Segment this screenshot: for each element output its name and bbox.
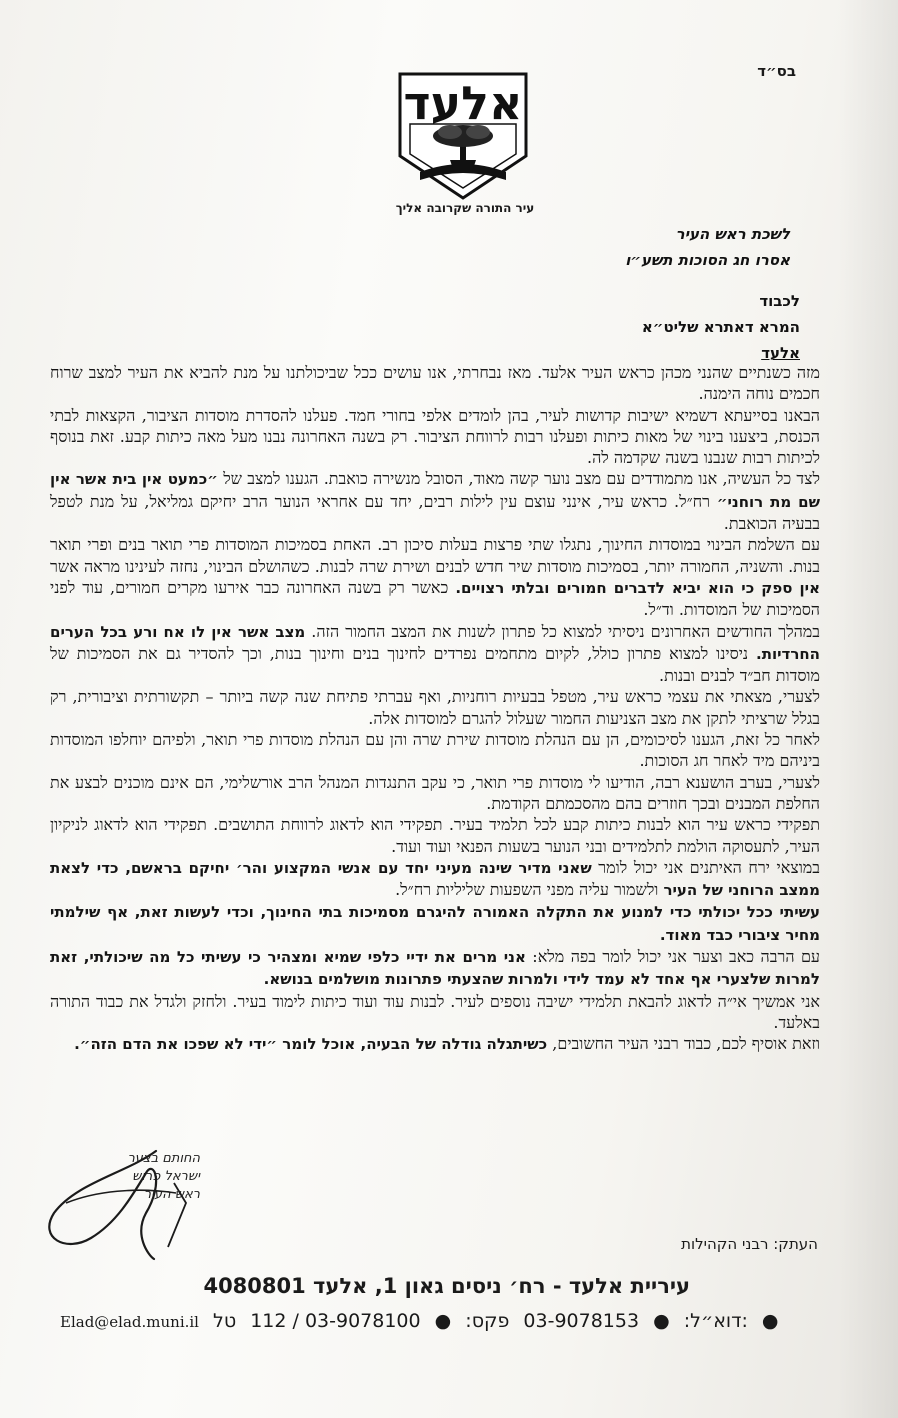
bold-run: אני מרים את ידיי כלפי שמיא ומצהיר כי עשיתי כל מה שיכולתי, זאת למרות שלצערי אף אחד לא עמד לידי ולמרות שהצעתי פתרונות מושלמים בנושא. bbox=[50, 948, 820, 989]
signature-line: החותם בצער bbox=[127, 1151, 200, 1166]
letter-body bbox=[50, 362, 820, 1056]
paragraph: לצערי, בערב הושענא רבה, הודיעו לי מוסדות פרי תואר, כי עקב התנגדות המנהל הרב אורשלימי, הם אינם מוכנים לבצע את החלפת המבנים ובכך חוזרים בהם מהסכמתם הקודמת. bbox=[50, 772, 820, 813]
addressee-city: אלעד bbox=[761, 344, 800, 362]
bsd-heading: בס״ד bbox=[757, 62, 796, 80]
addressee-honorific: לכבוד bbox=[759, 292, 800, 310]
bullet-icon: ● bbox=[653, 1310, 670, 1332]
logo-tagline: עיר התורה שקרובה אליך bbox=[395, 201, 535, 215]
paragraph bbox=[50, 857, 820, 902]
paragraph bbox=[50, 1033, 820, 1055]
page-shadow bbox=[838, 0, 898, 1418]
text-run: ניסינו למצוא פתרון כולל, לקיום מתחמים נפרדים לחינוך בנים וחינוך בנות, וכך להסדיר גם את הסמיכות של מוסדות חב״ד לבנים ובנות. bbox=[50, 643, 820, 686]
paragraph bbox=[50, 946, 820, 991]
paragraph: אני אמשיך אי״ה לדאוג להבאת תלמידי ישיבה נוספים לעיר. לבנות עוד ועוד כיתות לימוד בעיר. ולחזק ולגדל את כבוד התורה באלעד. bbox=[50, 991, 820, 1032]
logo-text: אלעד bbox=[403, 76, 523, 130]
text-run: במהלך החודשים האחרונים ניסיתי למצוא כל פתרון לשנות את המצב החמור הזה. bbox=[305, 621, 821, 641]
email-link[interactable]: Elad@elad.muni.il bbox=[60, 1313, 199, 1331]
paragraph: מזה כשנתיים שהנני מכהן כראש העיר אלעד. מאז נבחרתי, אנו עושים ככל שביכולתנו על מנת להביא את העיר למצב שרוח חכמים נוחה הימנה. bbox=[50, 363, 820, 404]
text-run: עם הרבה כאב וצער אני יכול לומר בפה מלא: bbox=[525, 947, 820, 967]
bold-run: עשיתי ככל יכולתי כדי למנוע את התקלה האמורה להיגרם מסמיכות בתי החינוך, וכדי לעשות זאת, אף שילמתי מחיר ציבורי כבד מאוד. bbox=[50, 903, 820, 944]
text-run: במוצאי ירח האיתנים אני יכול לומר bbox=[591, 857, 820, 877]
paragraph: תפקידי כראש עיר הוא לבנות כיתות קבע לכל תלמיד בעיר. תפקידי הוא לדאוג לרווחת התושבים. תפקידי הוא לדאוג לניקיון העיר, לתעסוקה הולמת לתלמידים ובני הנוער בשעות הפנאי ועוד ועוד. bbox=[50, 815, 820, 856]
city-logo bbox=[398, 72, 528, 200]
bold-run: כשיתגלה גודלה של הבעיה, אוכל לומר ״ידי לא שפכו את הדם הזה״. bbox=[74, 1035, 548, 1054]
bold-run: מצב אשר אין לו אח ורע בכל הערים החרדיות. bbox=[50, 622, 820, 663]
text-run: ולשמור עליה מפני השפעות שליליות רח״ל. bbox=[395, 880, 664, 900]
bullet-icon: ● bbox=[434, 1310, 452, 1332]
text-run: לצד כל העשיה, אנו מתמודדים עם מצב נוער קשה מאוד, הסובל מנשירה כואבת. הגענו למצב של bbox=[217, 469, 820, 489]
bullet-icon: ● bbox=[761, 1310, 779, 1332]
bold-run: שאני מדיר שינה מעיני יחד עם אנשי המקצוע והר׳ יחיקם בראשם, כדי לצאת ממצב הרוחני של העיר bbox=[50, 858, 820, 900]
paragraph bbox=[50, 534, 820, 620]
date-line: אסרו חג הסוכות תשע״ו bbox=[625, 251, 790, 269]
signature-line: ראש העיר bbox=[143, 1187, 200, 1202]
addressee-block bbox=[400, 288, 800, 366]
email-label: דוא״ל: bbox=[683, 1310, 742, 1332]
text-run: עם השלמת הבינוי במוסדות החינוך, נתגלו שתי פרצות בעלות סיכון רב. האחת בסמיכות המוסדות פרי תואר בנים ופרי תואר בנות. והשניה, החמורה יותר, בסמיכות מוסדות שיר חדש לבנים ושירת שרה לבנות. כשהושלם הבינוי, נחזה לעינינו מראה אשר bbox=[50, 535, 820, 576]
fax-number: 03-9078153 bbox=[523, 1310, 640, 1332]
handwritten-signature-icon bbox=[36, 1143, 196, 1263]
addressee-title: המרא דאתרא שליט״א bbox=[641, 318, 800, 336]
paragraph: לצערי, מצאתי את עצמי כראש עיר, מטפל בבעיות רוחניות, ואף עברתי פתיחת שנה קשה ביותר – תקשורתית וציבורית, רק בגלל שרציתי לתקן את מצב הצניעות החמור שעלול להגרם למוסדות אלה. bbox=[50, 687, 820, 728]
phone-label: טל: bbox=[213, 1310, 748, 1332]
bold-run: אין ספק כי הוא יביא לדברים חמורים ובלתי רצויים. bbox=[455, 578, 820, 597]
signature-line: ישראל פרוש bbox=[132, 1169, 200, 1184]
paragraph bbox=[50, 468, 820, 534]
paragraph: לאחר כל זאת, הגענו לסיכומים, הן עם הנהלת מוסדות שירת שרה והן עם הנהלת מוסדות פרי תואר, ולפיהם יוחלפו המוסדות ביניהם מיד לאחר חג הסוכות. bbox=[50, 730, 820, 771]
fax-label: פקס: bbox=[465, 1310, 510, 1332]
text-run: וזאת אוסיף לכם, כבוד רבני העיר החשובים, bbox=[547, 1034, 820, 1054]
paragraph bbox=[50, 901, 820, 946]
paragraph bbox=[50, 621, 820, 687]
text-run: רח״ל. כראש עיר, אינני עוצם עין לילות רבים, יחד עם אחראי הנוער הרב יחיקם גמליאל, על מנת לטפל בבעיה הכואבת. bbox=[50, 491, 820, 534]
footer-address: עיריית אלעד - רח׳ ניסים גאון 1, אלעד 4080801 bbox=[203, 1274, 690, 1298]
bold-run: ״כמעט אין בית אשר אין שם מת רוחני״ bbox=[50, 470, 820, 511]
paragraph: הבאנו בסייעתא דשמיא ישיבות קדושות לעיר, בהן לומדים אלפי בחורי חמד. פעלנו להסדרת מוסדות הציבור, הקצאות לבתי הכנסת, ביצענו בינוי של מאות כיתות ופעלנו רבות לרווחת הציבור. רק בשנה האחרונה נבנו מעל מאה כיתות קבע. זאת בנוסף לכיתות רבות שנבנו בשנה שקדמה לה. bbox=[50, 405, 820, 468]
footer-contact bbox=[60, 1310, 820, 1332]
copy-to-line: העתק: רבני הקהילות bbox=[681, 1235, 818, 1253]
text-run: כאשר רק בשנה האחרונה כבר אירעו מקרים חמורים, עוד לפני הסמיכות של המוסדות. וד״ל. bbox=[50, 577, 820, 620]
office-line: לשכת ראש העיר bbox=[675, 225, 790, 243]
sender-header bbox=[390, 221, 790, 273]
phone-number: 03-9078100 / 112 bbox=[250, 1310, 421, 1332]
